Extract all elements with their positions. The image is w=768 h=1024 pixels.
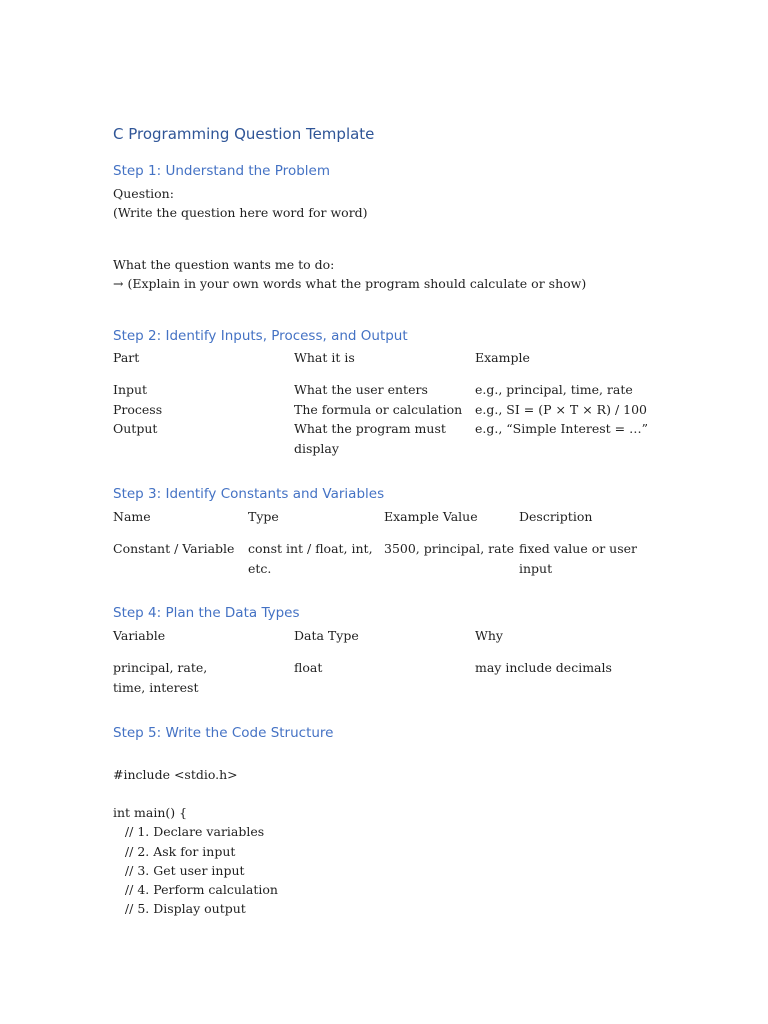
table-header-cell: Description: [519, 509, 593, 524]
code-line: // 1. Declare variables: [113, 824, 265, 839]
table-cell: Constant / Variable: [113, 541, 235, 556]
table-cell: Process: [113, 402, 163, 417]
table-cell: Output: [113, 421, 158, 436]
table-cell: What the program must display: [294, 421, 446, 456]
code-line: int main() {: [113, 805, 188, 820]
table-cell: Input: [113, 382, 148, 397]
table-header-cell: Example: [475, 350, 530, 365]
document-title: C Programming Question Template: [113, 125, 375, 143]
table-cell: e.g., principal, time, rate: [475, 382, 633, 397]
table-cell: float: [294, 660, 323, 675]
table-cell: The formula or calculation: [294, 402, 463, 417]
table-cell: fixed value or user input: [519, 541, 638, 576]
question-label: Question:: [113, 186, 174, 201]
table-header-cell: Example Value: [384, 509, 478, 524]
step3-heading: Step 3: Identify Constants and Variables: [113, 486, 385, 502]
code-line: // 5. Display output: [113, 901, 246, 916]
wants-hint: → (Explain in your own words what the program should calculate or show): [113, 276, 587, 291]
wants-label: What the question wants me to do:: [113, 257, 335, 272]
table-header-cell: What it is: [294, 350, 355, 365]
step1-heading: Step 1: Understand the Problem: [113, 163, 330, 179]
table-cell: e.g., SI = (P × T × R) / 100: [475, 402, 647, 417]
table-header-cell: Data Type: [294, 628, 359, 643]
table-header-cell: Type: [248, 509, 279, 524]
table-cell: may include decimals: [475, 660, 612, 675]
question-hint: (Write the question here word for word): [113, 205, 368, 220]
table-cell: principal, rate, time, interest: [113, 660, 208, 695]
table-cell: What the user enters: [294, 382, 428, 397]
table-header-cell: Name: [113, 509, 151, 524]
step4-heading: Step 4: Plan the Data Types: [113, 605, 300, 621]
table-cell: const int / float, int, etc.: [248, 541, 373, 576]
table-cell: 3500, principal, rate: [384, 541, 515, 556]
table-header-cell: Why: [475, 628, 503, 643]
table-header-cell: Part: [113, 350, 140, 365]
step2-heading: Step 2: Identify Inputs, Process, and Output: [113, 328, 408, 344]
code-line: // 2. Ask for input: [113, 844, 236, 859]
step5-heading: Step 5: Write the Code Structure: [113, 725, 334, 741]
code-line: // 3. Get user input: [113, 863, 245, 878]
table-cell: e.g., “Simple Interest = …”: [475, 421, 648, 436]
table-header-cell: Variable: [113, 628, 166, 643]
code-line: // 4. Perform calculation: [113, 882, 278, 897]
code-line: #include <stdio.h>: [113, 767, 238, 782]
